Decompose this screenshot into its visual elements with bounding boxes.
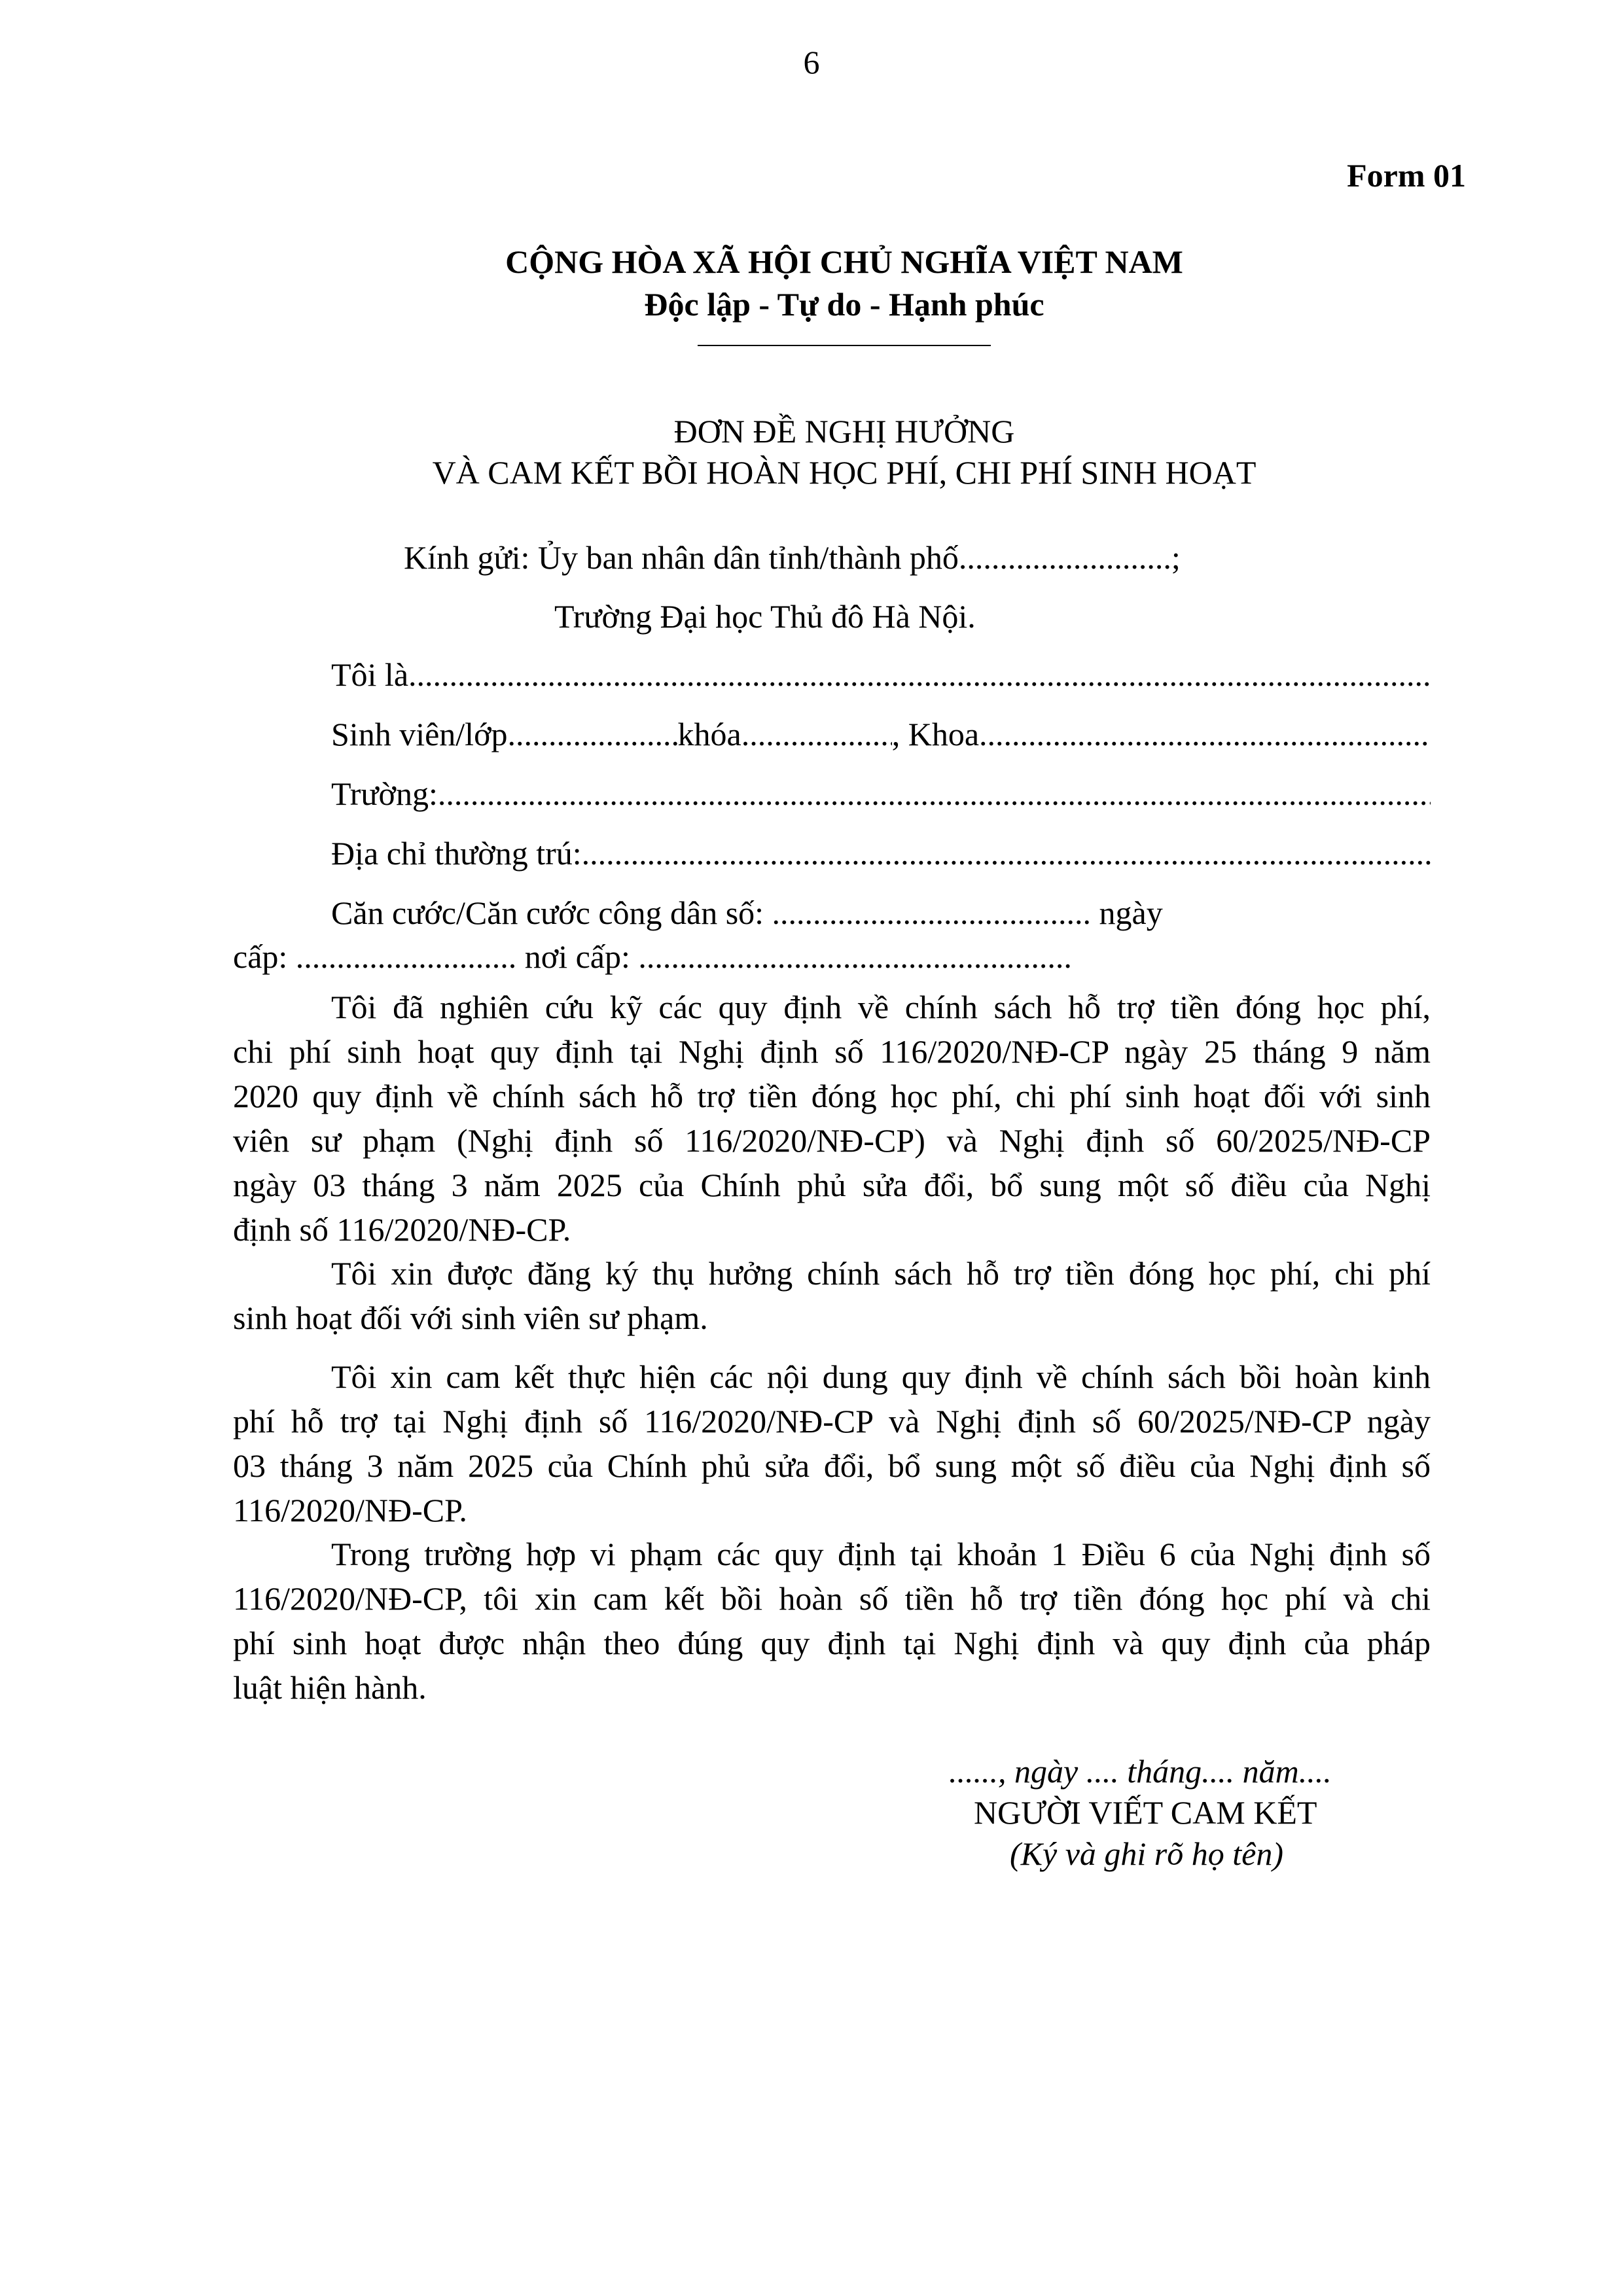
recipient-line-1: Kính gửi: Ủy ban nhân dân tỉnh/thành phố..........................;	[404, 539, 1181, 576]
paragraph-line: chi phí sinh hoạt quy định tại Nghị định số 116/2020/NĐ-CP ngày 25 tháng 9 năm	[233, 1033, 1431, 1070]
page-number: 6	[803, 44, 820, 80]
school-label: Trường:	[331, 775, 438, 812]
id-field-line-1: Căn cước/Căn cước công dân số: ....................................... ngày	[331, 894, 1163, 931]
address-blank	[582, 837, 1431, 870]
class-label: Sinh viên/lớp	[331, 716, 508, 752]
address-field	[331, 837, 1431, 870]
paragraph-line: Trong trường hợp vi phạm các quy định tại khoản 1 Điều 6 của Nghị định số	[331, 1536, 1431, 1572]
document-title-line-1: ĐƠN ĐỀ NGHỊ HƯỞNG	[673, 413, 1015, 450]
paragraph-2	[233, 1251, 1431, 1340]
paragraph-line: luật hiện hành.	[233, 1669, 427, 1706]
paragraph-line: định số 116/2020/NĐ-CP.	[233, 1211, 571, 1248]
name-field	[331, 658, 1431, 691]
class-course-faculty-field	[331, 718, 1431, 751]
national-title: CỘNG HÒA XÃ HỘI CHỦ NGHĨA VIỆT NAM	[505, 243, 1183, 280]
recipient-line-2: Trường Đại học Thủ đô Hà Nội.	[554, 598, 976, 635]
school-field	[331, 777, 1431, 810]
motto-underline	[698, 345, 991, 346]
paragraph-line: 116/2020/NĐ-CP, tôi xin cam kết bồi hoàn số tiền hỗ trợ tiền đóng học phí và chi	[233, 1580, 1431, 1617]
signature-title: NGƯỜI VIẾT CAM KẾT	[974, 1794, 1317, 1831]
paragraph-line: viên sư phạm (Nghị định số 116/2020/NĐ-CP) và Nghị định số 60/2025/NĐ-CP	[233, 1122, 1431, 1159]
course-label: khóa	[677, 716, 741, 752]
paragraph-line: Tôi xin được đăng ký thụ hưởng chính sách hỗ trợ tiền đóng học phí, chi phí	[331, 1255, 1431, 1292]
address-label: Địa chỉ thường trú:	[331, 835, 582, 872]
paragraph-4	[233, 1532, 1431, 1710]
course-blank	[741, 718, 892, 751]
faculty-label: , Khoa	[891, 716, 980, 752]
document-title-line-2: VÀ CAM KẾT BỒI HOÀN HỌC PHÍ, CHI PHÍ SINH HOẠT	[432, 454, 1257, 491]
paragraph-line: Tôi đã nghiên cứu kỹ các quy định về chính sách hỗ trợ tiền đóng học phí,	[331, 989, 1431, 1025]
paragraph-line: phí sinh hoạt được nhận theo đúng quy định tại Nghị định và quy định của pháp	[233, 1625, 1431, 1661]
school-blank	[438, 777, 1431, 810]
paragraph-line: phí hỗ trợ tại Nghị định số 116/2020/NĐ-CP và Nghị định số 60/2025/NĐ-CP ngày	[233, 1403, 1431, 1439]
paragraph-line: ngày 03 tháng 3 năm 2025 của Chính phủ sửa đổi, bổ sung một số điều của Nghị	[233, 1167, 1431, 1203]
national-motto: Độc lập - Tự do - Hạnh phúc	[644, 286, 1044, 323]
signature-note: (Ký và ghi rõ họ tên)	[1010, 1835, 1283, 1872]
paragraph-3	[233, 1354, 1431, 1532]
faculty-blank	[979, 718, 1431, 751]
class-blank	[508, 718, 678, 751]
paragraph-1	[233, 985, 1431, 1252]
paragraph-line: 03 tháng 3 năm 2025 của Chính phủ sửa đổi, bổ sung một số điều của Nghị định số	[233, 1447, 1431, 1484]
paragraph-line: 2020 quy định về chính sách hỗ trợ tiền đóng học phí, chi phí sinh hoạt đối với sinh	[233, 1078, 1431, 1114]
id-field-line-2: cấp: ........................... nơi cấp: .....................................................	[233, 938, 1072, 975]
name-label: Tôi là	[331, 656, 409, 693]
signature-date: ......, ngày .... tháng.... năm....	[949, 1753, 1332, 1790]
paragraph-line: 116/2020/NĐ-CP.	[233, 1492, 467, 1528]
form-label: Form 01	[1347, 157, 1466, 194]
paragraph-line: sinh hoạt đối với sinh viên sư phạm.	[233, 1299, 708, 1336]
name-blank	[408, 658, 1431, 691]
paragraph-line: Tôi xin cam kết thực hiện các nội dung quy định về chính sách bồi hoàn kinh	[331, 1358, 1431, 1395]
